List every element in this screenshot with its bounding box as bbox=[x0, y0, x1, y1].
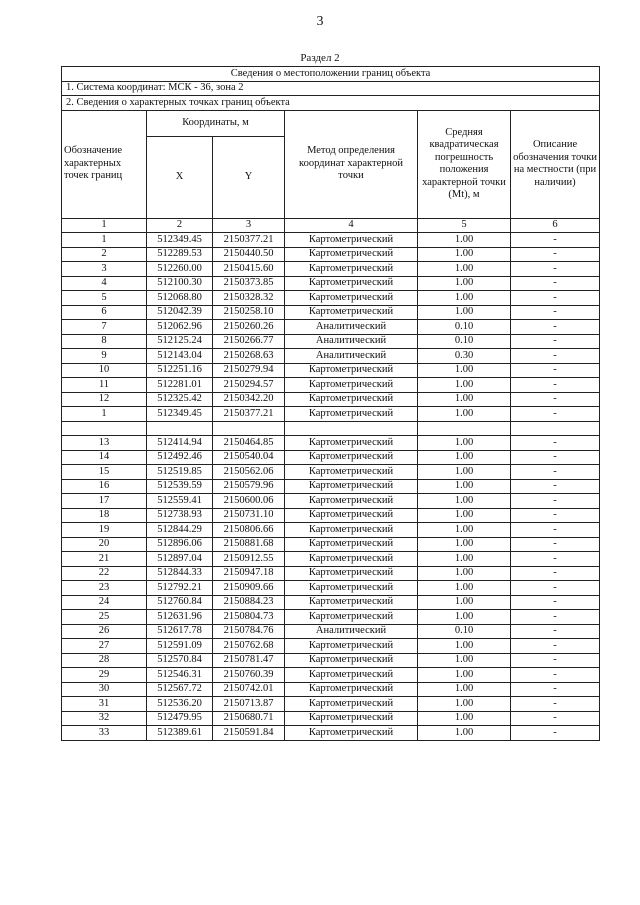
points-heading: 2. Сведения о характерных точках границ объекта bbox=[62, 96, 600, 111]
column-number: 5 bbox=[418, 218, 511, 233]
method: Картометрический bbox=[285, 276, 418, 291]
table-row bbox=[62, 668, 600, 683]
coord-y: 2150562.06 bbox=[213, 465, 285, 480]
accuracy: 1.00 bbox=[418, 276, 511, 291]
point-number: 10 bbox=[62, 363, 147, 378]
header-row bbox=[62, 110, 600, 136]
coord-x: 512792.21 bbox=[147, 581, 213, 596]
description: - bbox=[511, 320, 600, 335]
point-number: 30 bbox=[62, 682, 147, 697]
coord-y: 2150279.94 bbox=[213, 363, 285, 378]
coord-x: 512042.39 bbox=[147, 305, 213, 320]
accuracy: 1.00 bbox=[418, 552, 511, 567]
coord-x: 512349.45 bbox=[147, 233, 213, 248]
coord-y: 2150268.63 bbox=[213, 349, 285, 364]
coord-x: 512062.96 bbox=[147, 320, 213, 335]
description: - bbox=[511, 566, 600, 581]
description: - bbox=[511, 595, 600, 610]
table-row bbox=[62, 697, 600, 712]
accuracy: 1.00 bbox=[418, 697, 511, 712]
description: - bbox=[511, 349, 600, 364]
method: Картометрический bbox=[285, 363, 418, 378]
description: - bbox=[511, 291, 600, 306]
description: - bbox=[511, 552, 600, 567]
coord-y: 2150377.21 bbox=[213, 407, 285, 422]
point-number: 8 bbox=[62, 334, 147, 349]
description: - bbox=[511, 682, 600, 697]
method: Картометрический bbox=[285, 668, 418, 683]
coord-x: 512546.31 bbox=[147, 668, 213, 683]
coord-y: 2150373.85 bbox=[213, 276, 285, 291]
coord-y: 2150947.18 bbox=[213, 566, 285, 581]
accuracy: 0.10 bbox=[418, 624, 511, 639]
coord-y: 2150258.10 bbox=[213, 305, 285, 320]
coord-x: 512539.59 bbox=[147, 479, 213, 494]
accuracy: 1.00 bbox=[418, 465, 511, 480]
point-number: 28 bbox=[62, 653, 147, 668]
method: Картометрический bbox=[285, 653, 418, 668]
boundary-points-table bbox=[61, 66, 600, 741]
accuracy: 1.00 bbox=[418, 508, 511, 523]
point-number: 6 bbox=[62, 305, 147, 320]
table-title: Сведения о местоположении границ объекта bbox=[62, 67, 600, 82]
coord-y: 2150781.47 bbox=[213, 653, 285, 668]
method: Картометрический bbox=[285, 450, 418, 465]
point-number: 26 bbox=[62, 624, 147, 639]
accuracy: 1.00 bbox=[418, 363, 511, 378]
description: - bbox=[511, 276, 600, 291]
coord-y: 2150342.20 bbox=[213, 392, 285, 407]
coord-y: 2150294.57 bbox=[213, 378, 285, 393]
accuracy: 1.00 bbox=[418, 378, 511, 393]
section-title: Раздел 2 bbox=[300, 52, 340, 64]
table-row bbox=[62, 610, 600, 625]
accuracy: 1.00 bbox=[418, 494, 511, 509]
table-row bbox=[62, 407, 600, 422]
accuracy: 1.00 bbox=[418, 610, 511, 625]
coord-y: 2150377.21 bbox=[213, 233, 285, 248]
method: Картометрический bbox=[285, 291, 418, 306]
description: - bbox=[511, 450, 600, 465]
table-row bbox=[62, 494, 600, 509]
description: - bbox=[511, 508, 600, 523]
coord-x: 512492.46 bbox=[147, 450, 213, 465]
coord-y: 2150884.23 bbox=[213, 595, 285, 610]
point-number: 24 bbox=[62, 595, 147, 610]
table-row bbox=[62, 711, 600, 726]
method: Картометрический bbox=[285, 552, 418, 567]
point-number: 7 bbox=[62, 320, 147, 335]
method: Картометрический bbox=[285, 378, 418, 393]
description: - bbox=[511, 363, 600, 378]
table-row bbox=[62, 363, 600, 378]
coord-y: 2150579.96 bbox=[213, 479, 285, 494]
table-row bbox=[62, 595, 600, 610]
table-row bbox=[62, 552, 600, 567]
coord-y: 2150909.66 bbox=[213, 581, 285, 596]
accuracy: 1.00 bbox=[418, 247, 511, 262]
accuracy: 1.00 bbox=[418, 523, 511, 538]
table-row bbox=[62, 392, 600, 407]
coord-y: 2150881.68 bbox=[213, 537, 285, 552]
method: Картометрический bbox=[285, 581, 418, 596]
method: Аналитический bbox=[285, 349, 418, 364]
header-description: Описание обозначения точки на местности (при наличии) bbox=[511, 110, 600, 218]
point-number: 23 bbox=[62, 581, 147, 596]
header-x: X bbox=[147, 136, 213, 218]
method: Картометрический bbox=[285, 566, 418, 581]
point-number: 16 bbox=[62, 479, 147, 494]
description: - bbox=[511, 436, 600, 451]
description: - bbox=[511, 639, 600, 654]
column-number: 3 bbox=[213, 218, 285, 233]
description: - bbox=[511, 726, 600, 741]
description: - bbox=[511, 653, 600, 668]
point-number: 20 bbox=[62, 537, 147, 552]
accuracy: 1.00 bbox=[418, 450, 511, 465]
accuracy: 1.00 bbox=[418, 668, 511, 683]
coord-y: 2150804.73 bbox=[213, 610, 285, 625]
coord-x: 512325.42 bbox=[147, 392, 213, 407]
method: Картометрический bbox=[285, 711, 418, 726]
coord-y: 2150464.85 bbox=[213, 436, 285, 451]
coord-system-row bbox=[62, 81, 600, 96]
table-row bbox=[62, 450, 600, 465]
contour-separator-row bbox=[62, 421, 600, 436]
empty-cell bbox=[62, 421, 147, 436]
method: Картометрический bbox=[285, 465, 418, 480]
coord-x: 512559.41 bbox=[147, 494, 213, 509]
method: Аналитический bbox=[285, 624, 418, 639]
coord-x: 512519.85 bbox=[147, 465, 213, 480]
coord-x: 512738.93 bbox=[147, 508, 213, 523]
accuracy: 1.00 bbox=[418, 291, 511, 306]
point-number: 21 bbox=[62, 552, 147, 567]
point-number: 1 bbox=[62, 233, 147, 248]
coord-system: 1. Система координат: МСК - 36, зона 2 bbox=[62, 81, 600, 96]
accuracy: 1.00 bbox=[418, 436, 511, 451]
point-number: 3 bbox=[62, 262, 147, 277]
coord-y: 2150266.77 bbox=[213, 334, 285, 349]
coord-x: 512617.78 bbox=[147, 624, 213, 639]
table-row bbox=[62, 566, 600, 581]
coord-x: 512844.29 bbox=[147, 523, 213, 538]
point-number: 22 bbox=[62, 566, 147, 581]
method: Картометрический bbox=[285, 523, 418, 538]
table-row bbox=[62, 320, 600, 335]
column-number: 1 bbox=[62, 218, 147, 233]
empty-cell bbox=[511, 421, 600, 436]
coord-y: 2150731.10 bbox=[213, 508, 285, 523]
coord-x: 512897.04 bbox=[147, 552, 213, 567]
coord-y: 2150806.66 bbox=[213, 523, 285, 538]
table-row bbox=[62, 653, 600, 668]
point-number: 19 bbox=[62, 523, 147, 538]
accuracy: 1.00 bbox=[418, 407, 511, 422]
coord-x: 512349.45 bbox=[147, 407, 213, 422]
coord-x: 512631.96 bbox=[147, 610, 213, 625]
coord-x: 512100.30 bbox=[147, 276, 213, 291]
table-row bbox=[62, 682, 600, 697]
accuracy: 1.00 bbox=[418, 392, 511, 407]
accuracy: 1.00 bbox=[418, 233, 511, 248]
empty-cell bbox=[285, 421, 418, 436]
method: Картометрический bbox=[285, 436, 418, 451]
accuracy: 1.00 bbox=[418, 305, 511, 320]
coord-x: 512591.09 bbox=[147, 639, 213, 654]
coord-x: 512068.80 bbox=[147, 291, 213, 306]
point-number: 12 bbox=[62, 392, 147, 407]
coord-y: 2150591.84 bbox=[213, 726, 285, 741]
point-number: 9 bbox=[62, 349, 147, 364]
description: - bbox=[511, 465, 600, 480]
coord-x: 512143.04 bbox=[147, 349, 213, 364]
method: Картометрический bbox=[285, 247, 418, 262]
table-row bbox=[62, 624, 600, 639]
coord-x: 512251.16 bbox=[147, 363, 213, 378]
point-number: 29 bbox=[62, 668, 147, 683]
point-number: 18 bbox=[62, 508, 147, 523]
point-number: 14 bbox=[62, 450, 147, 465]
table-row bbox=[62, 291, 600, 306]
method: Картометрический bbox=[285, 479, 418, 494]
coord-x: 512567.72 bbox=[147, 682, 213, 697]
point-number: 11 bbox=[62, 378, 147, 393]
column-number: 4 bbox=[285, 218, 418, 233]
accuracy: 1.00 bbox=[418, 262, 511, 277]
table-row bbox=[62, 378, 600, 393]
point-number: 33 bbox=[62, 726, 147, 741]
description: - bbox=[511, 610, 600, 625]
point-number: 4 bbox=[62, 276, 147, 291]
method: Аналитический bbox=[285, 334, 418, 349]
accuracy: 1.00 bbox=[418, 537, 511, 552]
accuracy: 1.00 bbox=[418, 581, 511, 596]
column-number: 2 bbox=[147, 218, 213, 233]
table-row bbox=[62, 349, 600, 364]
method: Картометрический bbox=[285, 494, 418, 509]
accuracy: 1.00 bbox=[418, 595, 511, 610]
title-row bbox=[62, 67, 600, 82]
coord-x: 512260.00 bbox=[147, 262, 213, 277]
description: - bbox=[511, 523, 600, 538]
method: Картометрический bbox=[285, 610, 418, 625]
table-row bbox=[62, 247, 600, 262]
header-accuracy: Средняя квадратическая погрешность положения характерной точки (Mt), м bbox=[418, 110, 511, 218]
coord-y: 2150713.87 bbox=[213, 697, 285, 712]
table-row bbox=[62, 537, 600, 552]
table-row bbox=[62, 305, 600, 320]
coord-y: 2150760.39 bbox=[213, 668, 285, 683]
method: Картометрический bbox=[285, 697, 418, 712]
description: - bbox=[511, 711, 600, 726]
coord-y: 2150600.06 bbox=[213, 494, 285, 509]
method: Аналитический bbox=[285, 320, 418, 335]
page-number: 3 bbox=[316, 14, 324, 29]
header-coords: Координаты, м bbox=[147, 110, 285, 136]
coord-x: 512536.20 bbox=[147, 697, 213, 712]
description: - bbox=[511, 624, 600, 639]
table-row bbox=[62, 276, 600, 291]
point-number: 25 bbox=[62, 610, 147, 625]
coord-y: 2150680.71 bbox=[213, 711, 285, 726]
accuracy: 1.00 bbox=[418, 653, 511, 668]
table-row bbox=[62, 262, 600, 277]
description: - bbox=[511, 262, 600, 277]
point-number: 31 bbox=[62, 697, 147, 712]
coord-x: 512389.61 bbox=[147, 726, 213, 741]
method: Картометрический bbox=[285, 726, 418, 741]
description: - bbox=[511, 581, 600, 596]
coord-x: 512281.01 bbox=[147, 378, 213, 393]
coord-x: 512479.95 bbox=[147, 711, 213, 726]
table-row bbox=[62, 523, 600, 538]
description: - bbox=[511, 305, 600, 320]
coord-x: 512570.84 bbox=[147, 653, 213, 668]
description: - bbox=[511, 378, 600, 393]
description: - bbox=[511, 697, 600, 712]
method: Картометрический bbox=[285, 262, 418, 277]
column-number-row bbox=[62, 218, 600, 233]
description: - bbox=[511, 247, 600, 262]
table-row bbox=[62, 233, 600, 248]
coord-x: 512125.24 bbox=[147, 334, 213, 349]
coord-y: 2150540.04 bbox=[213, 450, 285, 465]
table-row bbox=[62, 334, 600, 349]
coord-y: 2150762.68 bbox=[213, 639, 285, 654]
accuracy: 1.00 bbox=[418, 682, 511, 697]
point-number: 1 bbox=[62, 407, 147, 422]
coord-y: 2150440.50 bbox=[213, 247, 285, 262]
description: - bbox=[511, 407, 600, 422]
point-number: 27 bbox=[62, 639, 147, 654]
method: Картометрический bbox=[285, 233, 418, 248]
coord-y: 2150415.60 bbox=[213, 262, 285, 277]
point-number: 15 bbox=[62, 465, 147, 480]
coord-x: 512760.84 bbox=[147, 595, 213, 610]
description: - bbox=[511, 537, 600, 552]
empty-cell bbox=[213, 421, 285, 436]
method: Картометрический bbox=[285, 639, 418, 654]
table-row bbox=[62, 465, 600, 480]
method: Картометрический bbox=[285, 392, 418, 407]
coord-y: 2150328.32 bbox=[213, 291, 285, 306]
method: Картометрический bbox=[285, 305, 418, 320]
description: - bbox=[511, 479, 600, 494]
accuracy: 0.10 bbox=[418, 334, 511, 349]
description: - bbox=[511, 494, 600, 509]
header-method: Метод определения координат характерной точки bbox=[285, 110, 418, 218]
table-row bbox=[62, 508, 600, 523]
method: Картометрический bbox=[285, 595, 418, 610]
description: - bbox=[511, 668, 600, 683]
coord-y: 2150912.55 bbox=[213, 552, 285, 567]
coord-y: 2150742.01 bbox=[213, 682, 285, 697]
method: Картометрический bbox=[285, 407, 418, 422]
table-row bbox=[62, 479, 600, 494]
method: Картометрический bbox=[285, 682, 418, 697]
accuracy: 0.10 bbox=[418, 320, 511, 335]
table-row bbox=[62, 436, 600, 451]
point-number: 13 bbox=[62, 436, 147, 451]
coord-x: 512414.94 bbox=[147, 436, 213, 451]
point-number: 5 bbox=[62, 291, 147, 306]
point-number: 2 bbox=[62, 247, 147, 262]
accuracy: 1.00 bbox=[418, 479, 511, 494]
point-number: 17 bbox=[62, 494, 147, 509]
accuracy: 0.30 bbox=[418, 349, 511, 364]
accuracy: 1.00 bbox=[418, 566, 511, 581]
description: - bbox=[511, 233, 600, 248]
coord-x: 512289.53 bbox=[147, 247, 213, 262]
coord-x: 512896.06 bbox=[147, 537, 213, 552]
table-row bbox=[62, 639, 600, 654]
header-y: Y bbox=[213, 136, 285, 218]
points-heading-row bbox=[62, 96, 600, 111]
accuracy: 1.00 bbox=[418, 639, 511, 654]
table-row bbox=[62, 726, 600, 741]
point-number: 32 bbox=[62, 711, 147, 726]
description: - bbox=[511, 334, 600, 349]
method: Картометрический bbox=[285, 508, 418, 523]
coord-y: 2150260.26 bbox=[213, 320, 285, 335]
coord-x: 512844.33 bbox=[147, 566, 213, 581]
accuracy: 1.00 bbox=[418, 711, 511, 726]
column-number: 6 bbox=[511, 218, 600, 233]
description: - bbox=[511, 392, 600, 407]
table-row bbox=[62, 581, 600, 596]
coord-y: 2150784.76 bbox=[213, 624, 285, 639]
method: Картометрический bbox=[285, 537, 418, 552]
header-point: Обозначение характерных точек границ bbox=[62, 110, 147, 218]
accuracy: 1.00 bbox=[418, 726, 511, 741]
empty-cell bbox=[418, 421, 511, 436]
empty-cell bbox=[147, 421, 213, 436]
